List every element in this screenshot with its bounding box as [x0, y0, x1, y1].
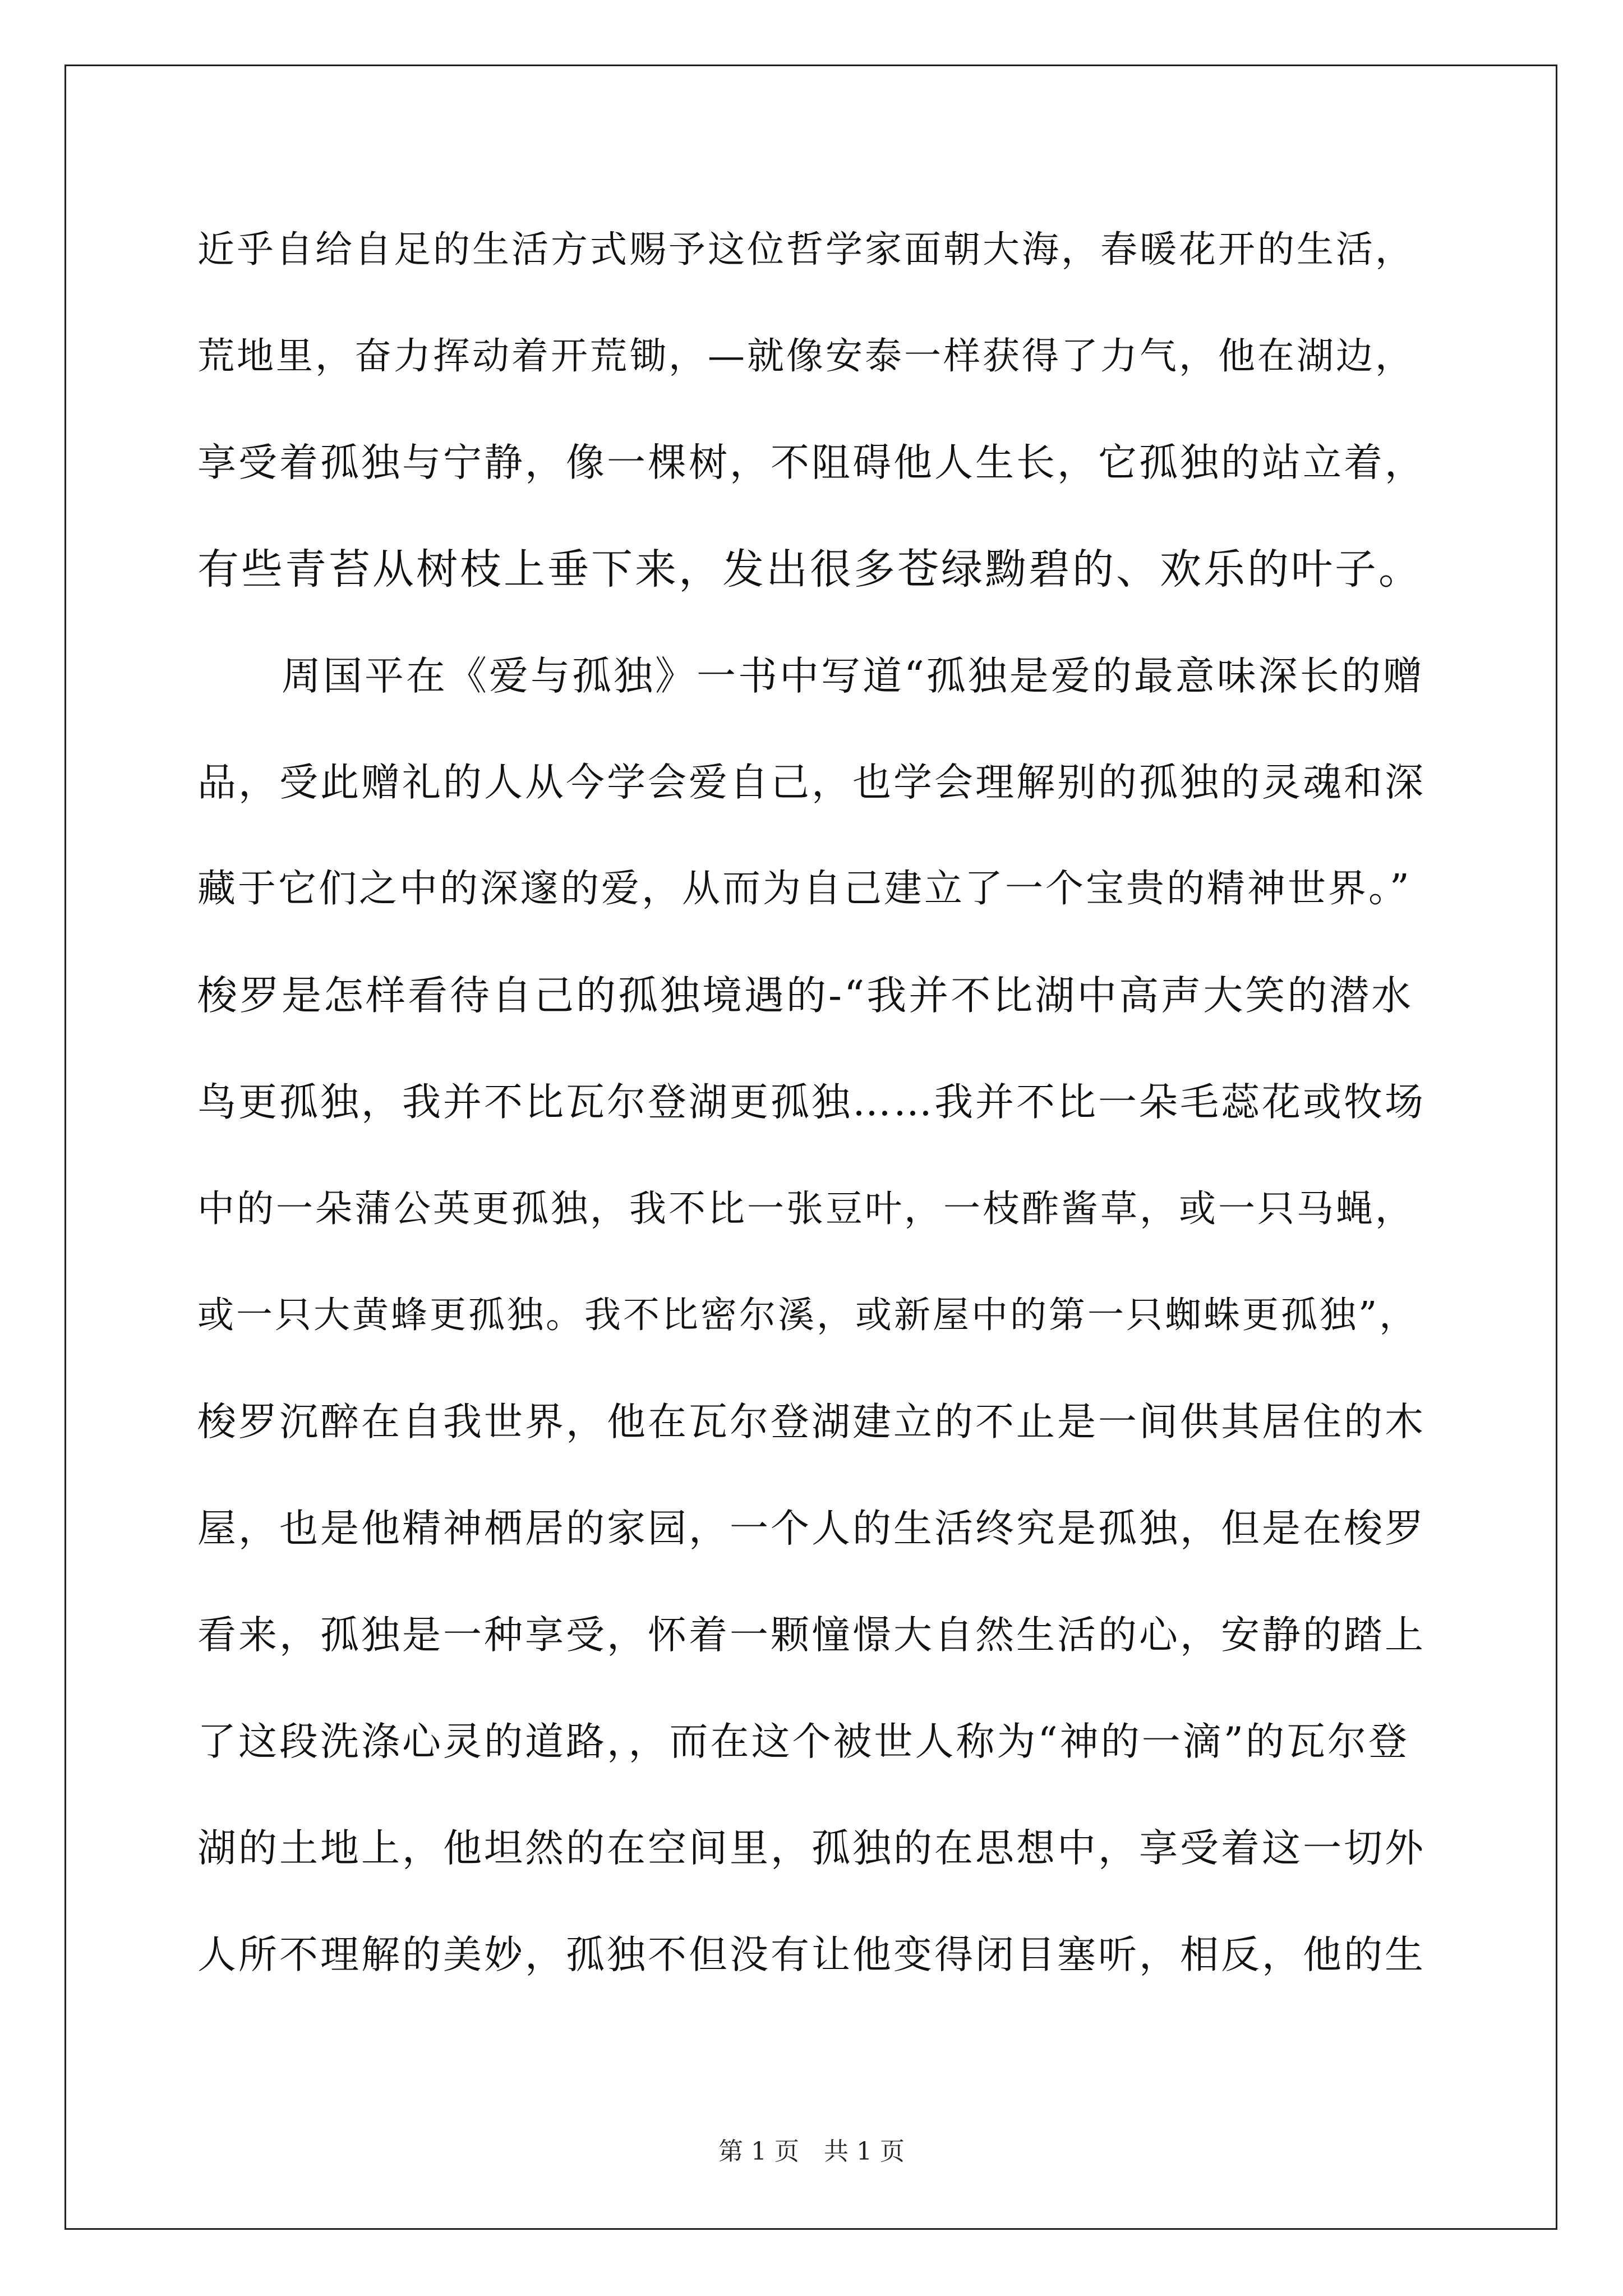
text-line: 有些青苔从树枝上垂下来，发出很多苍绿黝碧的、欢乐的叶子。: [197, 545, 1422, 593]
text-line: 了这段洗涤心灵的道路，，而在这个被世人称为“神的一滴”的瓦尔登: [197, 1719, 1410, 1764]
text-line: 中的一朵蒲公英更孤独，我不比一张豆叶，一枝酢酱草，或一只马蝇，: [197, 1187, 1414, 1230]
text-line: 鸟更孤独，我并不比瓦尔登湖更孤独……我并不比一朵毛蕊花或牧场: [197, 1080, 1426, 1125]
text-line: 湖的土地上，他坦然的在空间里，孤独的在思想中，享受着这一切外: [197, 1826, 1426, 1871]
text-line: 梭罗沉醉在自我世界，他在瓦尔登湖建立的不止是一间供其居住的木: [197, 1400, 1426, 1444]
text-line: 享受着孤独与宁静，像一棵树，不阻碍他人生长，它孤独的站立着，: [197, 440, 1426, 485]
text-line: 屋，也是他精神栖居的家园，一个人的生活终究是孤独，但是在梭罗: [197, 1506, 1426, 1551]
page-number: 第 1 页 共 1 页: [718, 2137, 905, 2166]
text-line: 荒地里，奋力挥动着开荒锄，—就像安泰一样获得了力气，他在湖边，: [197, 334, 1414, 378]
text-line: 看来，孤独是一种享受，怀着一颗憧憬大自然生活的心，安静的踏上: [197, 1613, 1426, 1658]
text-line: 近乎自给自足的生活方式赐予这位哲学家面朝大海，春暖花开的生活，: [197, 228, 1414, 271]
text-line: 梭罗是怎样看待自己的孤独境遇的-“我并不比湖中高声大笑的潜水: [197, 972, 1414, 1019]
text-line: 或一只大黄蜂更孤独。我不比密尔溪，或新屋中的第一只蜘蛛更孤独”，: [197, 1294, 1418, 1336]
text-line: 藏于它们之中的深邃的爱，从而为自己建立了一个宝贵的精神世界。”: [197, 867, 1412, 911]
text-line: 人所不理解的美妙，孤独不但没有让他变得闭目塞听，相反，他的生: [197, 1932, 1426, 1977]
page-border: [64, 65, 1557, 2230]
text-line: 品，受此赠礼的人从今学会爱自己，也学会理解别的孤独的灵魂和深: [197, 760, 1426, 805]
text-line: 周国平在《爱与孤独》一书中写道“孤独是爱的最意味深长的赠: [282, 653, 1424, 699]
